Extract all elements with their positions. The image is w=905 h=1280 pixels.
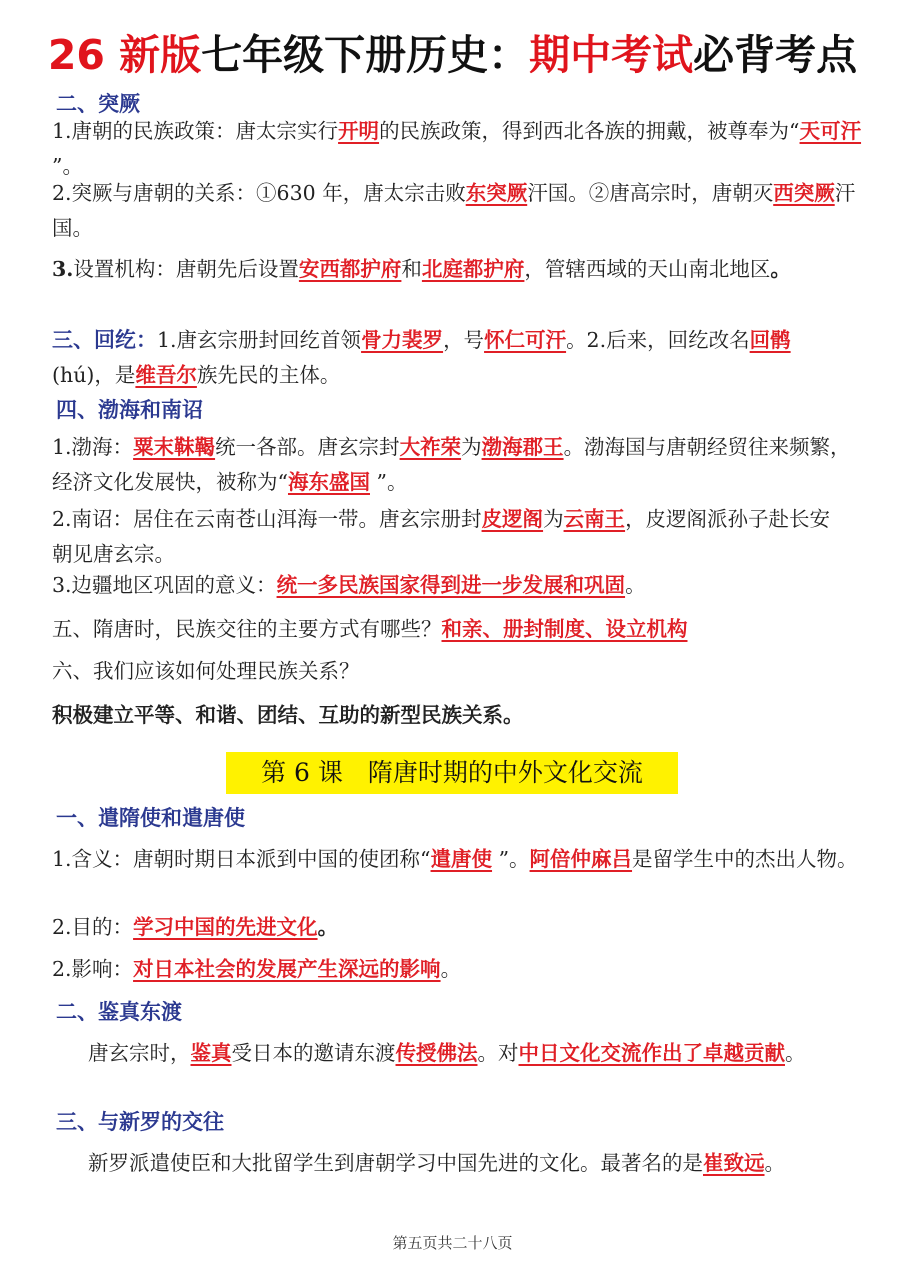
paragraph-exchange-methods: 五、隋唐时，民族交往的主要方式有哪些？和亲、册封制度、设立机构 — [52, 617, 688, 641]
key-term: 对日本社会的发展产生深远的影响 — [133, 957, 441, 981]
section-heading-huihe: 三、回纥： — [52, 327, 157, 352]
paragraph-envoy-meaning: 1.含义：唐朝时期日本派到中国的使团称“遣唐使 ”。阿倍仲麻吕是留学生中的杰出人物。 — [52, 847, 858, 871]
section-heading-tujue: 二、突厥 — [56, 91, 140, 116]
paragraph-tujue-relation: 2.突厥与唐朝的关系：①630 年，唐太宗击败东突厥汗国。②唐高宗时，唐朝灭西突厥汗国。 — [52, 181, 856, 240]
section-heading-bohai-nanzhao: 四、渤海和南诏 — [56, 397, 203, 422]
title-grade: 26 新版 — [47, 31, 202, 79]
lesson-6-banner: 第 6 课 隋唐时期的中外文化交流 — [226, 752, 678, 794]
section-heading-envoys: 一、遣隋使和遣唐使 — [56, 805, 245, 830]
question-ethnic-relations: 六、我们应该如何处理民族关系？ — [52, 659, 360, 683]
key-term: 皮逻阁 — [481, 507, 544, 531]
paragraph-nanzhao: 2.南诏：居住在云南苍山洱海一带。唐玄宗册封皮逻阁为云南王，皮逻阁派孙子赴长安朝见唐玄宗。 — [52, 507, 831, 566]
key-term: 统一多民族国家得到进一步发展和巩固 — [276, 573, 626, 597]
title-exam: 期中考试 — [529, 31, 694, 79]
paragraph-envoy-impact: 2.影响：对日本社会的发展产生深远的影响。 — [52, 957, 462, 981]
key-term: 渤海郡王 — [481, 435, 564, 459]
key-term: 骨力裴罗 — [361, 328, 444, 352]
key-term: 遣唐使 — [430, 847, 493, 871]
key-term: 海东盛国 — [287, 470, 370, 494]
key-term: 和亲、册封制度、设立机构 — [441, 617, 688, 641]
key-term: 东突厥 — [465, 181, 528, 205]
paragraph-bohai: 1.渤海：粟末靺鞨统一各部。唐玄宗封大祚荣为渤海郡王。渤海国与唐朝经贸往来频繁，经济文化发展快，被称为“海东盛国 ”。 — [52, 435, 851, 494]
paragraph-ethnic-policy: 1.唐朝的民族政策：唐太宗实行开明的民族政策，得到西北各族的拥戴，被尊奉为“天可汗 ”。 — [52, 119, 862, 178]
paragraph-silla: 新罗派遣使臣和大批留学生到唐朝学习中国先进的文化。最著名的是崔致远。 — [88, 1151, 785, 1175]
key-term: 学习中国的先进文化 — [133, 915, 318, 939]
key-term: 传授佛法 — [395, 1041, 478, 1065]
title-points: 必背考点 — [693, 31, 858, 79]
paragraph-envoy-purpose: 2.目的：学习中国的先进文化。 — [52, 915, 339, 939]
key-term: 开明 — [338, 119, 380, 143]
paragraph-huihe: 三、回纥：1.唐玄宗册封回纥首领骨力裴罗，号怀仁可汗。2.后来，回纥改名回鹘(hú)，是维吾尔族先民的主体。 — [52, 327, 791, 387]
key-term: 天可汗 — [799, 119, 862, 143]
key-term: 维吾尔 — [135, 363, 197, 387]
page-title — [0, 22, 905, 81]
key-term: 崔致远 — [703, 1151, 765, 1175]
key-term: 粟末靺鞨 — [133, 435, 216, 459]
key-term: 怀仁可汗 — [484, 328, 567, 352]
key-term: 阿倍仲麻吕 — [529, 847, 633, 871]
key-term: 鉴真 — [190, 1041, 232, 1065]
paragraph-jianzhen: 唐玄宗时，鉴真受日本的邀请东渡传授佛法。对中日文化交流作出了卓越贡献。 — [88, 1041, 806, 1065]
section-heading-jianzhen: 二、鉴真东渡 — [56, 999, 182, 1024]
paragraph-frontier-significance: 3.边疆地区巩固的意义：统一多民族国家得到进一步发展和巩固。 — [52, 573, 646, 597]
key-term: 云南王 — [563, 507, 626, 531]
paragraph-institutions: 3.设置机构：唐朝先后设置安西都护府和北庭都护府，管辖西域的天山南北地区。 — [52, 257, 791, 281]
section-heading-silla: 三、与新罗的交往 — [56, 1109, 224, 1134]
key-term: 安西都护府 — [298, 257, 402, 281]
key-term: 回鹘 — [749, 328, 791, 352]
key-term: 北庭都护府 — [421, 257, 525, 281]
answer-ethnic-relations: 积极建立平等、和谐、团结、互助的新型民族关系。 — [52, 703, 524, 727]
title-subject: 七年级下册历史： — [201, 31, 530, 79]
page-footer: 第五页共二十八页 — [392, 1234, 513, 1252]
key-term: 大祚荣 — [399, 435, 462, 459]
key-term: 西突厥 — [773, 181, 835, 205]
key-term: 中日文化交流作出了卓越贡献 — [518, 1041, 785, 1065]
